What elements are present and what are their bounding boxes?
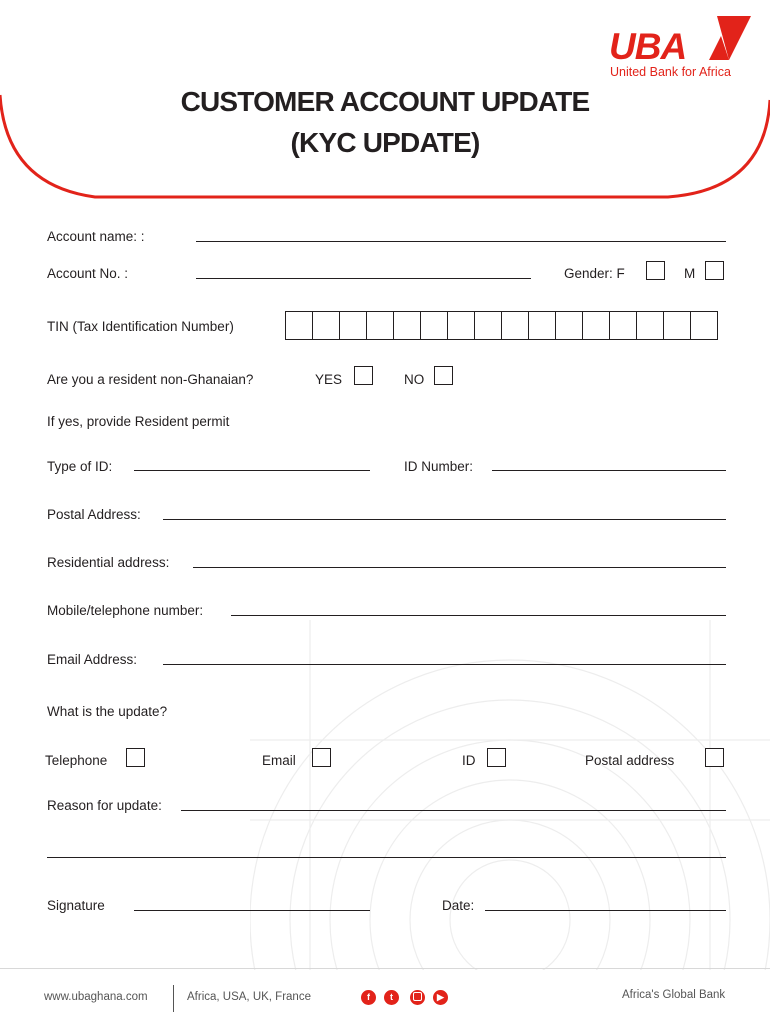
logo-wordmark: UBA [609,26,687,67]
tin-digit-box[interactable] [691,312,717,339]
footer-website[interactable]: www.ubaghana.com [44,991,148,1003]
tin-digit-box[interactable] [610,312,637,339]
gender-f-checkbox[interactable] [646,261,665,280]
type-of-id-label: Type of ID: [47,459,113,474]
tin-digit-box[interactable] [286,312,313,339]
account-no-field[interactable] [196,278,531,279]
tin-digit-box[interactable] [367,312,394,339]
account-name-label: Account name: : [47,229,145,244]
background-pattern [250,620,770,970]
id-option-label: ID [462,753,476,768]
tin-digit-box[interactable] [583,312,610,339]
residential-address-field[interactable] [193,567,726,568]
reason-field[interactable] [181,810,726,811]
instagram-icon[interactable] [410,990,425,1005]
footer-regions: Africa, USA, UK, France [187,991,311,1003]
no-label: NO [404,372,425,387]
postal-address-checkbox[interactable] [705,748,724,767]
postal-address-field[interactable] [163,519,726,520]
tin-digit-box[interactable] [340,312,367,339]
postal-option-label: Postal address [585,753,675,768]
reason-label: Reason for update: [47,798,162,813]
facebook-icon[interactable]: f [361,990,376,1005]
tin-digit-box[interactable] [475,312,502,339]
tin-digit-box[interactable] [529,312,556,339]
tin-input-grid[interactable] [285,311,718,340]
telephone-checkbox[interactable] [126,748,145,767]
tin-digit-box[interactable] [556,312,583,339]
account-no-label: Account No. : [47,266,129,281]
footer-slogan: Africa's Global Bank [622,989,726,1001]
gender-m-label: M [684,266,696,281]
page-title: CUSTOMER ACCOUNT UPDATE [180,86,590,117]
id-checkbox[interactable] [487,748,506,767]
mobile-label: Mobile/telephone number: [47,603,204,618]
update-question: What is the update? [47,704,168,719]
tin-digit-box[interactable] [313,312,340,339]
gender-m-checkbox[interactable] [705,261,724,280]
yes-label: YES [315,372,343,387]
resident-question: Are you a resident non-Ghanaian? [47,372,254,387]
type-of-id-field[interactable] [134,470,370,471]
footer-separator [173,985,174,1012]
tin-digit-box[interactable] [394,312,421,339]
tin-label: TIN (Tax Identification Number) [47,319,234,334]
account-name-field[interactable] [196,241,726,242]
tin-digit-box[interactable] [421,312,448,339]
id-number-field[interactable] [492,470,726,471]
date-field[interactable] [485,910,726,911]
resident-permit-label: If yes, provide Resident permit [47,414,230,429]
page-subtitle: (KYC UPDATE) [290,127,480,158]
email-checkbox[interactable] [312,748,331,767]
id-number-label: ID Number: [404,459,474,474]
youtube-icon[interactable]: ▶ [433,990,448,1005]
resident-no-checkbox[interactable] [434,366,453,385]
date-label: Date: [442,898,475,913]
uba-logo [607,14,752,84]
logo-tagline: United Bank for Africa [610,65,731,79]
email-address-field[interactable] [163,664,726,665]
twitter-icon[interactable]: t [384,990,399,1005]
email-address-label: Email Address: [47,652,138,667]
tin-digit-box[interactable] [448,312,475,339]
tin-digit-box[interactable] [664,312,691,339]
gender-label: Gender: F [564,266,625,281]
reason-field-line2[interactable] [47,857,726,858]
mobile-field[interactable] [231,615,726,616]
postal-address-label: Postal Address: [47,507,141,522]
logo-emblem-icon [707,14,753,62]
footer-divider [0,968,770,969]
residential-address-label: Residential address: [47,555,170,570]
tin-digit-box[interactable] [637,312,664,339]
signature-label: Signature [47,898,105,913]
email-option-label: Email [262,753,296,768]
telephone-option-label: Telephone [45,753,108,768]
signature-field[interactable] [134,910,370,911]
tin-digit-box[interactable] [502,312,529,339]
resident-yes-checkbox[interactable] [354,366,373,385]
